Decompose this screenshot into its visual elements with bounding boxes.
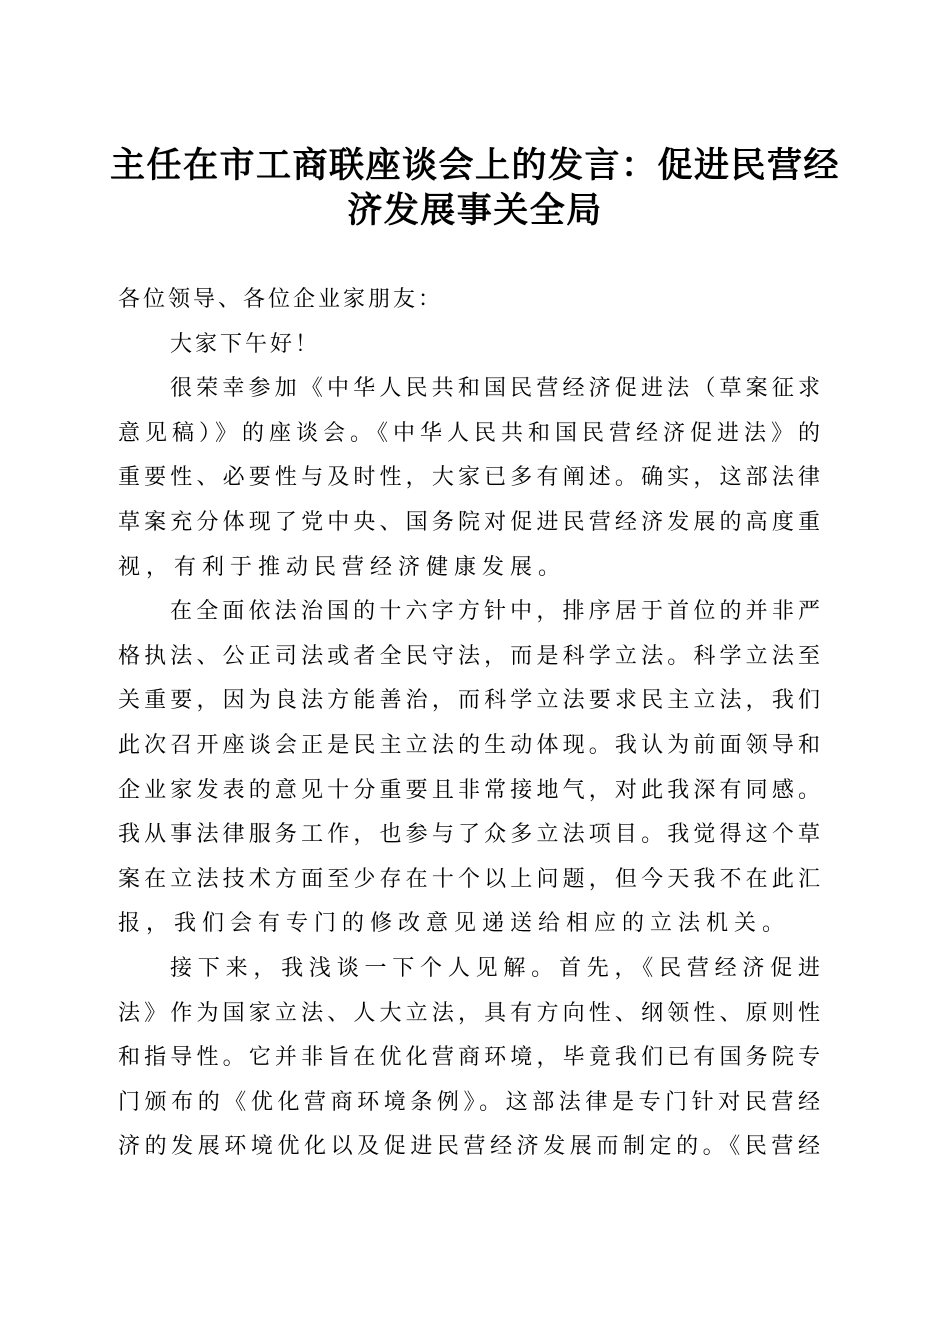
paragraph-line: 视，有利于推动民营经济健康发展。 xyxy=(118,554,567,580)
paragraph-line: 门颁布的《优化营商环境条例》。这部法律是专门针对民营经 xyxy=(118,1089,820,1115)
document-body xyxy=(118,278,820,1170)
paragraph-line: 格执法、公正司法或者全民守法，而是科学立法。科学立法至 xyxy=(118,643,820,669)
paragraph-line: 法》作为国家立法、人大立法，具有方向性、纲领性、原则性 xyxy=(118,1000,820,1026)
paragraph-line: 此次召开座谈会正是民主立法的生动体现。我认为前面领导和 xyxy=(118,732,820,758)
paragraph-line: 很荣幸参加《中华人民共和国民营经济促进法（草案征求 xyxy=(170,376,820,402)
paragraph-line: 草案充分体现了党中央、国务院对促进民营经济发展的高度重 xyxy=(118,509,820,535)
paragraph-line: 企业家发表的意见十分重要且非常接地气，对此我深有同感。 xyxy=(118,777,820,803)
salutation: 各位领导、各位企业家朋友： xyxy=(118,287,444,312)
paragraph-line: 和指导性。它并非旨在优化营商环境，毕竟我们已有国务院专 xyxy=(118,1045,820,1071)
paragraph-line: 接下来，我浅谈一下个人见解。首先，《民营经济促进 xyxy=(170,955,820,981)
paragraph-1 xyxy=(118,367,820,590)
paragraph-line: 在全面依法治国的十六字方针中，排序居于首位的并非严 xyxy=(170,599,820,625)
paragraph-line: 案在立法技术方面至少存在十个以上问题，但今天我不在此汇 xyxy=(118,866,820,892)
paragraph-line: 我从事法律服务工作，也参与了众多立法项目。我觉得这个草 xyxy=(118,822,820,848)
paragraph-line: 报，我们会有专门的修改意见递送给相应的立法机关。 xyxy=(118,911,791,937)
paragraph-line: 意见稿）》的座谈会。《中华人民共和国民营经济促进法》的 xyxy=(118,420,820,446)
paragraph-line: 济的发展环境优化以及促进民营经济发展而制定的。《民营经 xyxy=(118,1134,820,1160)
paragraph-line: 关重要，因为良法方能善治，而科学立法要求民主立法，我们 xyxy=(118,688,820,714)
paragraph-3 xyxy=(118,947,820,1170)
paragraph-2 xyxy=(118,590,820,947)
document-title-line-2: 济发展事关全局 xyxy=(347,190,603,231)
document-title-line-1: 主任在市工商联座谈会上的发言：促进民营经 xyxy=(109,145,840,186)
greeting: 大家下午好！ xyxy=(170,331,321,357)
paragraph-line: 重要性、必要性与及时性，大家已多有阐述。确实，这部法律 xyxy=(118,465,820,491)
